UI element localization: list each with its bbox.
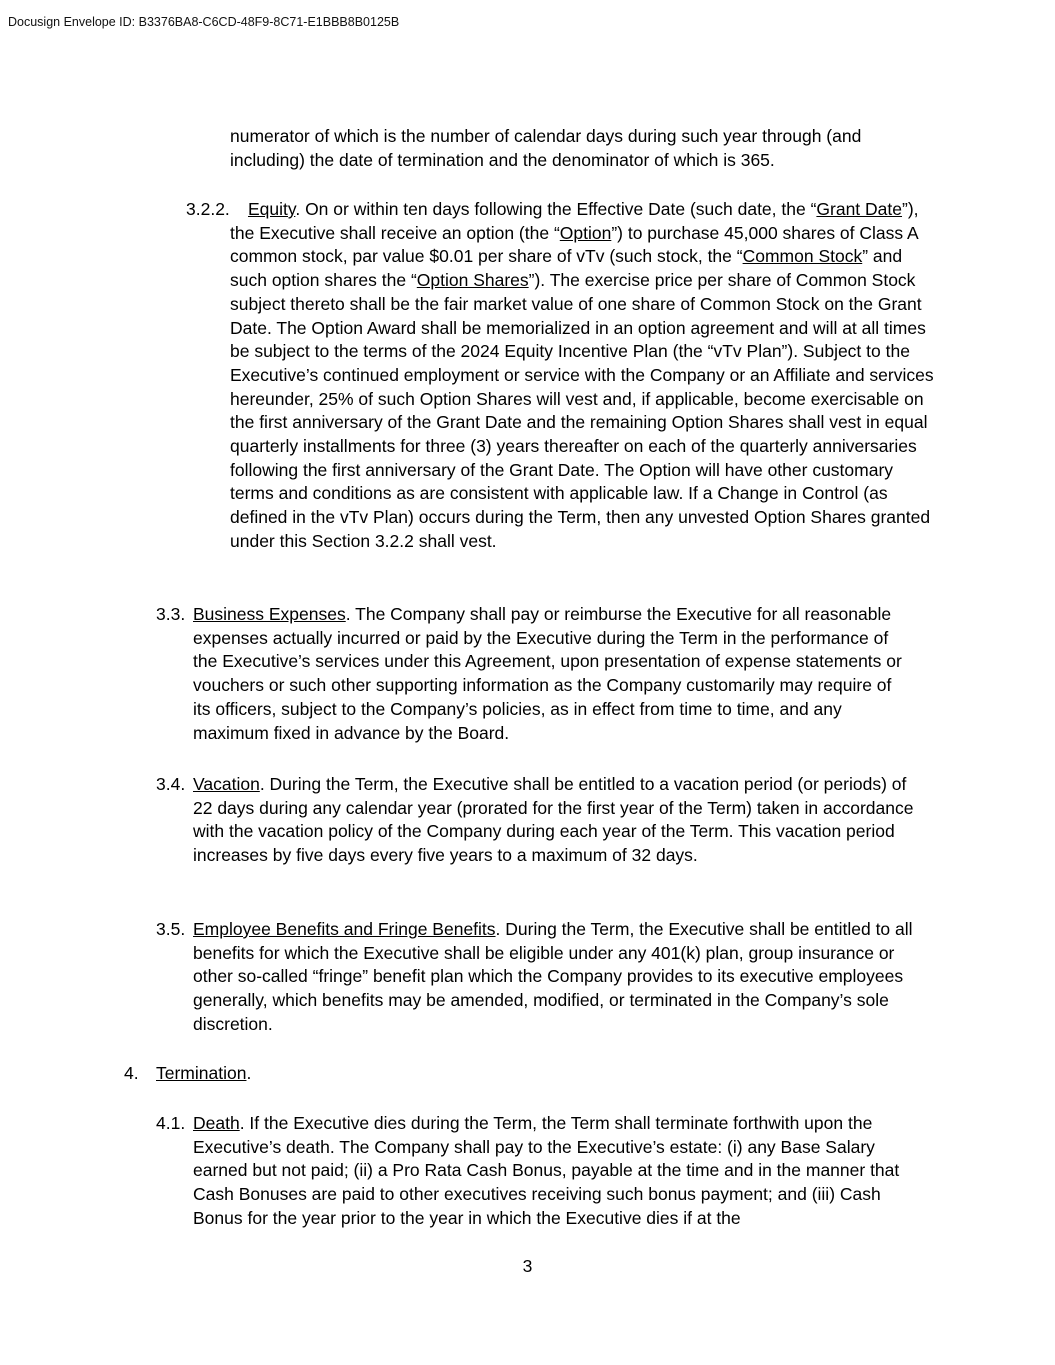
defined-term-common-stock: Common Stock (742, 246, 863, 267)
section-4-heading-line (156, 1062, 556, 1086)
page-number: 3 (522, 1256, 533, 1276)
section-4-1-text (193, 1112, 915, 1231)
continuation-paragraph (230, 125, 930, 172)
section-3-5-number: 3.5. (156, 919, 186, 939)
section-3-3-business-expenses (193, 603, 911, 745)
continuation-text: numerator of which is the number of calendar days during such year through (and including) the date of termination and the denominator of which is 365. (230, 126, 862, 170)
section-3-4-number: 3.4. (156, 774, 186, 794)
text-run: . The Company shall pay or reimburse the Executive for all reasonable expenses actually incurred or paid by the Executive during the Term in the performance of the Executive’s services under this Agreement, upon presentation of expense statements or vouchers or such other supporting information as the Company customarily may require of its officers, subject to the Company’s policies, as in effect from time to time, and any maximum fixed in advance by the Board. (193, 604, 902, 743)
text-run: . On or within ten days following the Effective Date (such date, the “ (295, 199, 817, 219)
section-3-2-2-text (230, 198, 934, 554)
text-run: ”), the Executive shall receive an option (the “ (230, 199, 919, 243)
text-run: . During the Term, the Executive shall be entitled to a vacation period (or periods) of 22 days during any calendar year (prorated for the first year of the Term) taken in accordance with the vacation policy of the Company during each year of the Term. This vacation period increases by five days every five years to a maximum of 32 days. (193, 774, 914, 866)
section-4-1-death (193, 1112, 915, 1231)
section-3-5-text (193, 918, 935, 1037)
text-run: . If the Executive dies during the Term, the Term shall terminate forthwith upon the Executive’s death. The Company shall pay to the Executive’s estate: (i) any Base Salary earned but not paid; (ii) a Pro Rata Cash Bonus, payable at the time and in the manner that Cash Bonuses are paid to other executives receiving such bonus payment; and (iii) Cash Bonus for the year prior to the year in which the Executive dies if at the (193, 1113, 900, 1228)
section-4-termination (156, 1062, 556, 1086)
section-3-2-2-number: 3.2.2. (186, 199, 230, 219)
section-3-3-number: 3.3. (156, 604, 186, 624)
text-run: . During the Term, the Executive shall be entitled to all benefits for which the Executive shall be eligible under any 401(k) plan, group insurance or other so-called “fringe” benefit plan which the Company provides to its executive employees generally, which benefits may be amended, modified, or terminated in the Company’s sole discretion. (193, 919, 913, 1034)
text-run: ”) to purchase 45,000 shares of Class A common stock, par value $0.01 per share of vTv (such stock, the “ (230, 222, 918, 267)
section-4-1-number: 4.1. (156, 1113, 186, 1133)
defined-term-option: Option (559, 222, 612, 243)
envelope-id: Docusign Envelope ID: B3376BA8-C6CD-48F9-8C71-E1BBB8B0125B (8, 15, 400, 29)
section-3-4-heading: Vacation (193, 774, 260, 794)
section-3-2-2-heading: Equity (248, 199, 296, 219)
section-3-5-heading: Employee Benefits and Fringe Benefits (193, 919, 496, 939)
section-3-4-text (193, 773, 929, 868)
section-3-3-text (193, 603, 911, 745)
section-3-3-heading: Business Expenses (193, 604, 346, 624)
text-run: ”). The exercise price per share of Common Stock subject thereto shall be the fair market value of one share of Common Stock on the Grant Date. The Option Award shall be memorialized in an option agreement and will at all times be subject to the terms of the 2024 Equity Incentive Plan (the “vTv Plan”). Subject to the Executive’s continued employment or service with the Company or an Affiliate and services hereunder, 25% of such Option Shares will vest and, if applicable, become exercisable on the first anniversary of the Grant Date and the remaining Option Shares shall vest in equal quarterly installments for three (3) years thereafter on each of the quarterly anniversaries following the first anniversary of the Grant Date. The Option will have other customary terms and conditions as are consistent with applicable law. If a Change in Control (as defined in the vTv Plan) occurs during the Term, then any unvested Option Shares granted under this Section 3.2.2 shall vest. (230, 270, 934, 551)
text-run: ” and such option shares the “ (230, 246, 903, 291)
defined-term-option-shares: Option Shares (416, 270, 529, 291)
section-4-1-heading: Death (193, 1113, 240, 1133)
section-4-number: 4. (124, 1063, 139, 1083)
text-run: . (246, 1063, 252, 1083)
section-4-heading: Termination (156, 1063, 247, 1083)
section-3-5-benefits (193, 918, 935, 1037)
section-3-2-2-equity (230, 198, 934, 554)
section-3-4-vacation (193, 773, 929, 868)
defined-term-grant-date: Grant Date (816, 199, 903, 219)
